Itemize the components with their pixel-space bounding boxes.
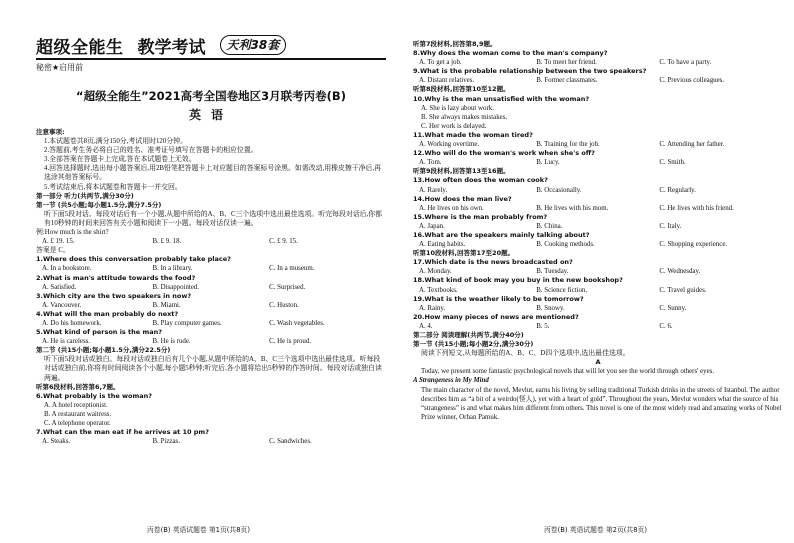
book-description: The main character of the novel, Mevlut, earns his living by selling traditional Turkish drinks in the streets of Istanbul. The author describes him as “a bit of a weirdo(怪人), yet with a heart of gold”. Throughout the years, Mevlut wonders what the source of his “strangeness” is and what makes him different from others. This novel is one of the most widely read and amazing works of Nobel Prize winner, Orhan Pamuk. xyxy=(421,386,782,421)
option: B. Lucy. xyxy=(536,159,560,167)
material-heading: 听第6段材料,回答第6,7题。 xyxy=(36,382,120,391)
book-title: A Strangeness in My Mind xyxy=(413,377,489,385)
option: C. Previous colleagues. xyxy=(659,77,725,85)
option: B. Occasionally. xyxy=(536,186,582,194)
option: A. Tom. xyxy=(419,159,442,167)
option: B. Tuesday. xyxy=(536,268,569,276)
option: C. Sunny. xyxy=(659,304,687,312)
note-item: 5.考试结束后,将本试题卷和答题卡一并交回。 xyxy=(44,183,182,191)
example-answer: 答案是 C。 xyxy=(36,247,70,255)
question-text: 1.Where does this conversation probably take place? xyxy=(36,255,231,264)
option: B. Former classmates. xyxy=(536,77,598,85)
note-item: 2.答题前,考生务必将自己的姓名、准考证号填写在答题卡的相应位置。 xyxy=(44,147,258,155)
option: A. Monday. xyxy=(419,268,452,276)
question-item xyxy=(413,176,783,194)
question-text: 5.What kind of person is the man? xyxy=(36,328,163,337)
option: A. Eating habits. xyxy=(419,241,466,249)
question-text: 2.What is man's attitude towards the food? xyxy=(36,273,196,282)
option: B. Training for the job. xyxy=(536,141,600,149)
option: B. He is rude. xyxy=(152,338,191,346)
question-item xyxy=(413,49,783,67)
material-heading: 听第10段材料,回答第17至20题。 xyxy=(413,249,515,258)
option: A. Steaks. xyxy=(42,438,71,446)
option: B. Cooking methods. xyxy=(536,241,595,249)
option: A. A hotel receptionist. xyxy=(44,401,108,409)
option: C. In a museum. xyxy=(269,265,315,273)
option: C. To have a party. xyxy=(659,59,712,67)
notes-heading: 注意事项: xyxy=(36,128,65,136)
reading-instructions: 阅读下列短文,从每题所给的A、B、C、D四个选项中,选出最佳选项。 xyxy=(421,350,630,358)
page-footer: 丙卷(B) 英语试题卷 第1页(共8页) xyxy=(146,526,250,534)
option: A. He lives on his own. xyxy=(419,204,484,212)
material-heading: 听第9段材料,回答第13至16题。 xyxy=(413,167,510,176)
question-item xyxy=(413,276,783,294)
question-text: 10.Why is the man unsatisfied with the woman? xyxy=(413,94,590,103)
question-item xyxy=(36,274,386,292)
option: A. 4. xyxy=(419,322,433,330)
brand-main-logo: 超级全能生 xyxy=(36,37,124,58)
option: A. Do his homework. xyxy=(42,319,102,327)
exam-title: “超级全能生”2021高考全国卷地区3月联考丙卷(B) xyxy=(76,89,346,103)
secret-label: 秘密★启用前 xyxy=(36,63,84,72)
question-text: 14.How does the man live? xyxy=(413,194,512,203)
option: B. A restaurant waitress. xyxy=(44,410,112,418)
listening-continued xyxy=(413,40,783,422)
question-item xyxy=(36,310,386,328)
instructions-block xyxy=(36,128,386,446)
reading-section1-heading: 第一节 (共15小题;每小题2分,满分30分) xyxy=(413,340,534,349)
option: C. Her work is delayed. xyxy=(421,122,487,130)
option: A. Satisfied. xyxy=(42,283,77,291)
question-text: 7.What can the man eat if he arrives at 10 pm? xyxy=(36,428,209,437)
brand-badge-logo: 天利38套 xyxy=(220,35,287,55)
option: B. Science fiction. xyxy=(536,286,588,294)
option: B. 5. xyxy=(536,322,550,330)
question-text: 19.What is the weather likely to be tomorrow? xyxy=(413,294,584,303)
option: A. Japan. xyxy=(419,222,445,230)
note-item: 1.本试题卷共8页,满分150分,考试用时120分钟。 xyxy=(44,138,187,146)
option: C. Wash vegetables. xyxy=(269,319,325,327)
option: A. Working overtime. xyxy=(419,141,480,149)
question-item xyxy=(413,67,783,85)
option: A. Rarely. xyxy=(419,186,448,194)
option: C. 6. xyxy=(659,322,673,330)
question-text: 15.Where is the man probably from? xyxy=(413,212,548,221)
option: C. Travel guides. xyxy=(659,286,707,294)
question-item xyxy=(413,295,783,313)
option: A. £ 19. 15. xyxy=(42,238,75,246)
option: A. Textbooks. xyxy=(419,286,458,294)
option: C. He is proud. xyxy=(269,338,312,346)
question-item xyxy=(36,255,386,273)
example-question: 例:How much is the shirt? xyxy=(36,229,109,237)
option: A. In a bookstore. xyxy=(42,265,92,273)
question-item xyxy=(413,231,783,249)
question-text: 9.What is the probable relationship between the two speakers? xyxy=(413,67,647,76)
option: A. She is lazy about work. xyxy=(421,104,494,112)
question-text: 18.What kind of book may you buy in the new bookshop? xyxy=(413,276,623,285)
question-text: 20.How many pieces of news are mentioned? xyxy=(413,312,579,321)
brand-header xyxy=(36,33,286,57)
section1-instructions: 听下面5段对话。每段对话后有一个小题,从题中所给的A、B、C三个选项中选出最佳选项。听完每段对话后,你都有10秒钟的时间来回答有关小题和阅读下一小题。每段对话仅读一遍。 xyxy=(44,210,383,227)
option: A. Vancouver. xyxy=(42,301,82,309)
option: B. £ 9. 18. xyxy=(152,238,182,246)
option: C. Shopping experience. xyxy=(659,241,728,249)
option: C. Wednesday. xyxy=(659,268,701,276)
option: B. Pizzas. xyxy=(152,438,180,446)
exam-subject: 英语 xyxy=(188,108,233,122)
option: B. In a library. xyxy=(152,265,193,273)
option: B. He lives with his mom. xyxy=(536,204,609,212)
question-text: 16.What are the speakers mainly talking about? xyxy=(413,230,590,239)
question-item xyxy=(36,328,386,346)
note-item: 3.全部答案在答题卡上完成,答在本试题卷上无效。 xyxy=(44,156,196,164)
question-item xyxy=(36,292,386,310)
material-heading: 听第7段材料,回答第8,9题。 xyxy=(413,40,497,48)
option: A. He is careless. xyxy=(42,338,91,346)
option: C. Huston. xyxy=(269,301,299,309)
option: B. Disappointed. xyxy=(152,283,200,291)
right-page xyxy=(397,0,794,543)
option: A. Rainy. xyxy=(419,304,446,312)
brand-sub-title: 教学考试 xyxy=(137,37,206,58)
option: C. Attending her father. xyxy=(659,141,725,149)
option: C. Regularly. xyxy=(659,186,696,194)
option: C. Italy. xyxy=(659,222,682,230)
option: C. He lives with his friend. xyxy=(659,204,734,212)
option: B. She always makes mistakes. xyxy=(421,113,508,121)
example-options xyxy=(36,237,386,246)
option: C. A telephone operator. xyxy=(44,420,111,427)
option: C. Sandwiches. xyxy=(269,438,312,446)
option: B. Miami. xyxy=(152,301,181,309)
question-item xyxy=(413,149,783,167)
question-text: 11.What made the woman tired? xyxy=(413,130,533,139)
material-heading: 听第8段材料,回答第10至12题。 xyxy=(413,85,510,94)
question-item xyxy=(413,258,783,276)
part1-heading: 第一部分 听力(共两节,满分30分) xyxy=(36,191,134,200)
option: C. Smith. xyxy=(659,159,686,167)
option: B. Snowy. xyxy=(536,304,565,312)
option: A. Distant relatives. xyxy=(419,77,475,85)
passage-letter: A xyxy=(595,358,601,367)
question-text: 3.Which city are the two speakers in now? xyxy=(36,291,192,300)
question-item xyxy=(413,313,783,331)
question-text: 13.How often does the woman cook? xyxy=(413,176,548,185)
question-text: 6.What probably is the woman? xyxy=(36,391,153,400)
question-text: 17.Which date is the news broadcasted on? xyxy=(413,258,573,267)
option: B. To meet her friend. xyxy=(536,59,597,67)
note-item: 4.回答选择题时,选出每小题答案后,用2B铅笔把答题卡上对应题目的答案标号涂黑。如需改动,用橡皮擦干净后,再选涂其他答案标号。 xyxy=(44,165,382,182)
question-text: 8.Why does the woman come to the man's company? xyxy=(413,49,608,58)
option: C. Surprised. xyxy=(269,283,306,291)
header-rule xyxy=(36,58,386,60)
section1-heading: 第一节 (共5小题;每小题1.5分,满分7.5分) xyxy=(36,200,162,209)
option: B. China. xyxy=(536,222,563,230)
part2-heading: 第二部分 阅读理解(共两节,满分40分) xyxy=(413,331,524,339)
question-item xyxy=(413,131,783,149)
passage-intro: Today, we present some fantastic psychological novels that will let you see the world through others' eyes. xyxy=(421,368,715,376)
option: C. £ 9. 15. xyxy=(269,238,298,246)
page-footer: 丙卷(B) 英语试题卷 第2页(共8页) xyxy=(543,526,647,534)
question-text: 12.Who will do the woman's work when she's off? xyxy=(413,149,595,158)
question-item xyxy=(413,195,783,213)
option: A. To get a job. xyxy=(419,59,462,67)
question-item xyxy=(413,213,783,231)
question-text: 4.What will the man probably do next? xyxy=(36,309,179,318)
option: B. Play computer games. xyxy=(152,319,222,327)
section2-instructions: 听下面5段对话或独白。每段对话或独白后有几个小题,从题中所给的A、B、C三个选项中选出最佳选项。听每段对话或独白前,你将有时间阅读各个小题,每小题5秒钟;听完后,各小题将给出5秒钟的作答时间。每段对话或独白读两遍。 xyxy=(44,356,382,382)
section2-heading: 第二节 (共15小题;每小题1.5分,满分22.5分) xyxy=(36,346,171,355)
